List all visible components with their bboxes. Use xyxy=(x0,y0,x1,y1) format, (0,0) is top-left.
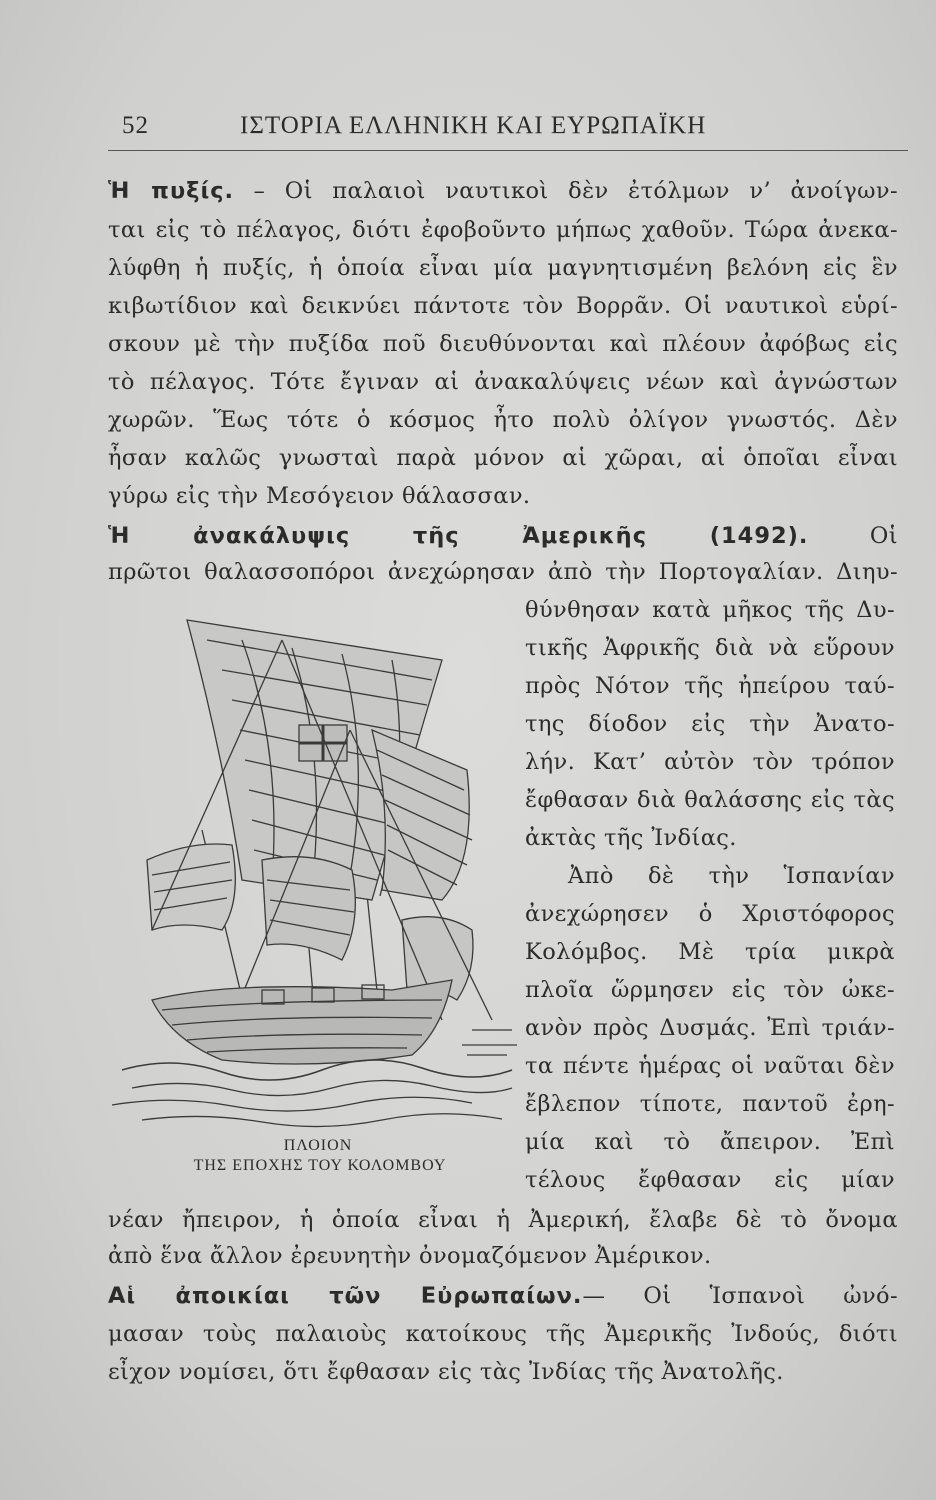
paragraph-line: Κολόμβος. Μὲ τρία μικρὰ xyxy=(525,939,895,965)
paragraph-line: Ἀπὸ δὲ τὴν Ἱσπανίαν xyxy=(568,863,895,889)
paragraph-line: λύφθη ἡ πυξίς, ἡ ὁποία εἶναι μία μαγνητισμένη βελόνη εἰς ἓν xyxy=(108,255,898,281)
ship-illustration xyxy=(112,600,522,1140)
paragraph-line: μασαν τοὺς παλαιοὺς κατοίκους τῆς Ἀμερικῆς Ἰνδούς, διότι xyxy=(108,1321,898,1347)
paragraph-line: λήν. Κατ’ αὐτὸν τὸν τρόπον xyxy=(525,749,895,775)
paragraph-line: ἔφθασαν διὰ θαλάσσης εἰς τὰς xyxy=(525,787,895,813)
paragraph-line: πρὸς Νότον τῆς ἠπείρου ταύ- xyxy=(525,673,895,699)
paragraph-line: Ἡ πυξίς. – Οἱ παλαιοὶ ναυτικοὶ δὲν ἐτόλμων ν’ ἀνοίγων- xyxy=(108,178,898,204)
paragraph-line: Αἱ ἀποικίαι τῶν Εὐρωπαίων.— Οἱ Ἱσπανοὶ ὠνό- xyxy=(108,1283,898,1309)
paragraph-line: σκουν μὲ τὴν πυξίδα ποῦ διευθύνονται καὶ πλέουν ἀφόβως εἰς xyxy=(108,331,898,357)
running-header xyxy=(108,112,908,146)
paragraph-line: πρῶτοι θαλασσοπόροι ἀνεχώρησαν ἀπὸ τὴν Πορτογαλίαν. Διηυ- xyxy=(108,559,898,585)
paragraph-line: Ἡ ἀνακάλυψις τῆς Ἀμερικῆς (1492). Οἱ xyxy=(108,523,898,549)
paragraph-line: ται εἰς τὸ πέλαγος, διότι ἐφοβοῦντο μήπως χαθοῦν. Τώρα ἀνεκα- xyxy=(108,217,898,243)
paragraph-line: ἔβλεπον τίποτε, παντοῦ ἐρη- xyxy=(525,1091,895,1117)
paragraph-line: θύνθησαν κατὰ μῆκος τῆς Δυ- xyxy=(525,597,895,623)
paragraph-line: εἶχον νομίσει, ὅτι ἔφθασαν εἰς τὰς Ἰνδίας τῆς Ἀνατολῆς. xyxy=(108,1359,784,1385)
figure-caption-subtitle: ΤΗΣ ΕΠΟΧΗΣ ΤΟΥ ΚΟΛΟΜΒΟΥ xyxy=(193,1157,447,1174)
paragraph-line: της δίοδον εἰς τὴν Ἀνατο- xyxy=(525,711,895,737)
figure-caption-title: ΠΛΟΙΟΝ xyxy=(283,1137,353,1154)
page-number: 52 xyxy=(122,112,149,139)
paragraph-line: γύρω εἰς τὴν Μεσόγειον θάλασσαν. xyxy=(108,483,531,509)
paragraph-line: ἦσαν καλῶς γνωσταὶ παρὰ μόνον αἱ χῶραι, αἱ ὁποῖαι εἶναι xyxy=(108,445,898,471)
paragraph-line: πλοῖα ὥρμησεν εἰς τὸν ὠκε- xyxy=(525,977,895,1003)
paragraph-line: ανὸν πρὸς Δυσμάς. Ἐπὶ τριάν- xyxy=(525,1015,895,1041)
running-title: ΙΣΤΟΡΙΑ ΕΛΛΗΝΙΚΗ ΚΑΙ ΕΥΡΩΠΑΪΚΗ xyxy=(240,112,707,139)
paragraph-line: νέαν ἤπειρον, ἡ ὁποία εἶναι ἡ Ἀμερική, ἔλαβε δὲ τὸ ὄνομα xyxy=(108,1207,898,1233)
paragraph-line: ἀπὸ ἕνα ἄλλον ἐρευνητὴν ὀνομαζόμενον Ἀμέρικον. xyxy=(108,1243,712,1269)
section-heading-america: Ἡ ἀνακάλυψις τῆς Ἀμερικῆς (1492). xyxy=(108,523,809,549)
paragraph-line: ἀνεχώρησεν ὁ Χριστόφορος xyxy=(525,901,895,927)
paragraph-line: ἀκτὰς τῆς Ἰνδίας. xyxy=(525,825,737,851)
paragraph-line: τικῆς Ἀφρικῆς διὰ νὰ εὕρουν xyxy=(525,635,895,661)
paragraph-line: τέλους ἔφθασαν εἰς μίαν xyxy=(525,1167,895,1193)
paragraph-line: κιβωτίδιον καὶ δεικνύει πάντοτε τὸν Βορρᾶν. Οἱ ναυτικοὶ εὑρί- xyxy=(108,293,898,319)
section-heading-colonies: Αἱ ἀποικίαι τῶν Εὐρωπαίων. xyxy=(108,1283,583,1309)
header-rule xyxy=(108,150,908,151)
paragraph-line: χωρῶν. Ἕως τότε ὁ κόσμος ἦτο πολὺ ὀλίγον γνωστός. Δὲν xyxy=(108,407,898,433)
paragraph-line: τα πέντε ἡμέρας οἱ ναῦται δὲν xyxy=(525,1053,895,1079)
section-heading-compass: Ἡ πυξίς. xyxy=(108,178,235,204)
paragraph-line: τὸ πέλαγος. Τότε ἔγιναν αἱ ἀνακαλύψεις νέων καὶ ἀγνώστων xyxy=(108,369,898,395)
paragraph-line: μία καὶ τὸ ἄπειρον. Ἐπὶ xyxy=(525,1129,895,1155)
